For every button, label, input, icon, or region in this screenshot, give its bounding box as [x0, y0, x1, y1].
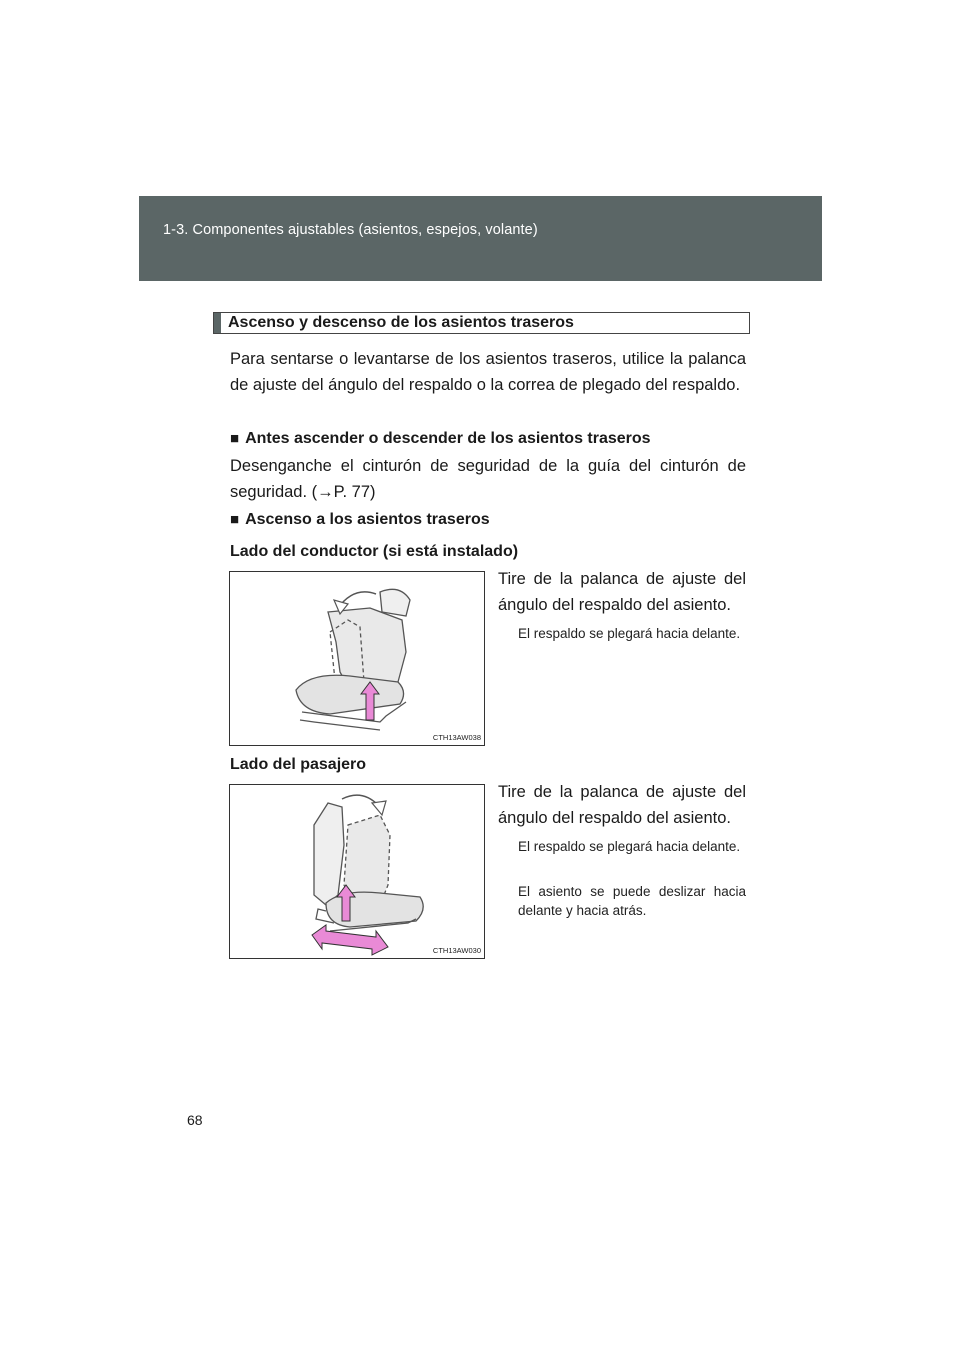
passenger-note-2: El asiento se puede deslizar hacia delante y hacia atrás. — [518, 884, 746, 918]
square-bullet-icon: ■ — [230, 511, 240, 528]
bullet-heading-entering — [230, 511, 490, 529]
driver-note: El respaldo se plegará hacia delante. — [518, 626, 741, 641]
bullet-title: Ascenso a los asientos traseros — [245, 511, 490, 528]
figure-code: CTH13AW038 — [432, 733, 481, 742]
bullet-paragraph: Desenganche el cinturón de seguridad de la guía del cinturón de seguridad. (→P. 77) — [230, 457, 746, 501]
passenger-step-text: Tire de la palanca de ajuste del ángulo del respaldo del asiento. — [498, 783, 746, 827]
driver-seat-figure — [229, 571, 485, 746]
passenger-note-1: El respaldo se plegará hacia delante. — [518, 839, 741, 854]
section-title: 1-3. Componentes ajustables (asientos, espejos, volante) — [163, 222, 538, 238]
passenger-side-label: Lado del pasajero — [230, 756, 367, 773]
heading-accent-bar — [214, 313, 221, 333]
seat-illustration-icon — [230, 785, 486, 960]
driver-step-text: Tire de la palanca de ajuste del ángulo del respaldo del asiento. — [498, 570, 746, 614]
driver-side-label: Lado del conductor (si está instalado) — [230, 543, 519, 560]
passenger-seat-figure — [229, 784, 485, 959]
subsection-heading — [213, 312, 750, 334]
section-header-band — [139, 196, 822, 281]
bullet-heading-before — [230, 430, 651, 448]
intro-paragraph: Para sentarse o levantarse de los asientos traseros, utilice la palanca de ajuste del ángulo del respaldo o la correa de plegado del respaldo. — [230, 350, 746, 394]
square-bullet-icon: ■ — [230, 430, 240, 447]
page-number: 68 — [187, 1112, 203, 1128]
figure-code: CTH13AW030 — [432, 946, 481, 955]
bullet-title: Antes ascender o descender de los asientos traseros — [245, 430, 651, 447]
seat-illustration-icon — [230, 572, 486, 747]
subsection-title: Ascenso y descenso de los asientos traseros — [228, 314, 574, 331]
